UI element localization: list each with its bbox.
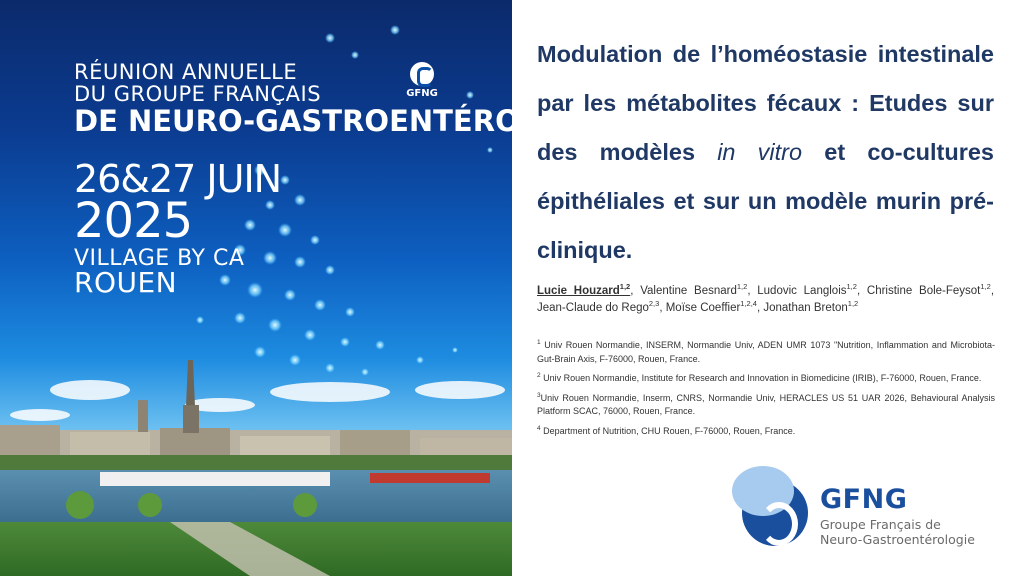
author-name: Jonathan Breton (763, 302, 848, 314)
affiliation-number: 3 (537, 391, 541, 399)
affiliation-text: Univ Rouen Normandie, INSERM, Normandie Univ, ADEN UMR 1073 "Nutrition, Inflammation and Microbiota-Gut-Brain Axis, F-76000, Rouen, France. (537, 340, 995, 364)
title-text-2: et co-cultures épithéliales et sur un modèle murin pré-clinique. (537, 139, 994, 263)
poster-logo-label: GFNG (406, 88, 438, 99)
author-name: Ludovic Langlois (757, 285, 847, 297)
title-text-1: Modulation de l’homéostasie intestinale par les métabolites fécaux : Etudes sur des modèles (537, 41, 994, 165)
gfng-logo-icon (742, 480, 808, 546)
author-sep: , (856, 285, 867, 297)
affiliation-item (537, 392, 995, 419)
author-affil-sup: 1,2 (736, 282, 748, 292)
affiliation-text: Univ Rouen Normandie, Inserm, CNRS, Normandie Univ, HERACLES US 51 UAR 2026, Behavioural Analysis Platform SCAC, 76000, Rouen, France. (537, 392, 995, 416)
author-name: Christine Bole-Feysot (866, 285, 981, 297)
logo-name: GFNG (820, 484, 908, 515)
author-affil-sup: 1,2 (619, 282, 631, 292)
gfng-logo (742, 480, 992, 550)
poster-line-3: DE NEURO-GASTROENTÉROLOGIE (74, 104, 617, 138)
affiliation-number: 4 (537, 424, 541, 432)
author-affil-sup: 2,3 (648, 299, 660, 309)
author-sep: , (630, 285, 641, 297)
author-sep: , (756, 302, 764, 314)
author-affil-sup: 1,2 (980, 282, 991, 292)
affiliation-item (537, 339, 995, 366)
poster-logo (402, 62, 442, 99)
author-name: Valentine Besnard (640, 285, 737, 297)
author-sep: , (659, 302, 666, 314)
author-name: Jean-Claude do Rego (537, 302, 649, 314)
poster-year: 2025 (74, 193, 193, 249)
author-name: Lucie Houzard (537, 285, 620, 297)
affiliation-number: 2 (537, 372, 541, 379)
poster-line-2: DU GROUPE FRANÇAIS (74, 82, 322, 106)
affiliation-number: 1 (537, 339, 541, 346)
logo-subtitle-1: Groupe Français de (820, 517, 941, 532)
affiliation-list (537, 339, 995, 444)
poster-line-1: RÉUNION ANNUELLE (74, 60, 298, 84)
author-affil-sup: 1,2 (847, 299, 859, 309)
author-name: Moïse Coeffier (665, 302, 741, 314)
author-list (537, 283, 994, 317)
affiliation-item (537, 372, 995, 386)
abstract-title (537, 30, 994, 275)
river-boat (100, 472, 330, 486)
author-affil-sup: 1,2,4 (740, 299, 757, 309)
gfng-logo-icon (410, 62, 434, 86)
affiliation-item (537, 425, 995, 439)
author-sep: , (747, 285, 758, 297)
clouds (10, 380, 505, 421)
poster-dates: 26&27 JUIN (74, 157, 282, 201)
author-affil-sup: 1,2 (846, 282, 857, 292)
poster-city: ROUEN (74, 266, 178, 299)
author-sep: , (990, 285, 995, 297)
affiliation-text: Department of Nutrition, CHU Rouen, F-76000, Rouen, France. (540, 425, 796, 436)
poster-venue: VILLAGE BY CA (74, 246, 245, 271)
title-italic: in vitro (717, 139, 803, 165)
affiliation-text: Univ Rouen Normandie, Institute for Research and Innovation in Biomedicine (IRIB), F-76000, Rouen, France. (540, 373, 982, 383)
rouen-skyline (0, 360, 512, 473)
logo-subtitle-2: Neuro-Gastroentérologie (820, 532, 975, 547)
